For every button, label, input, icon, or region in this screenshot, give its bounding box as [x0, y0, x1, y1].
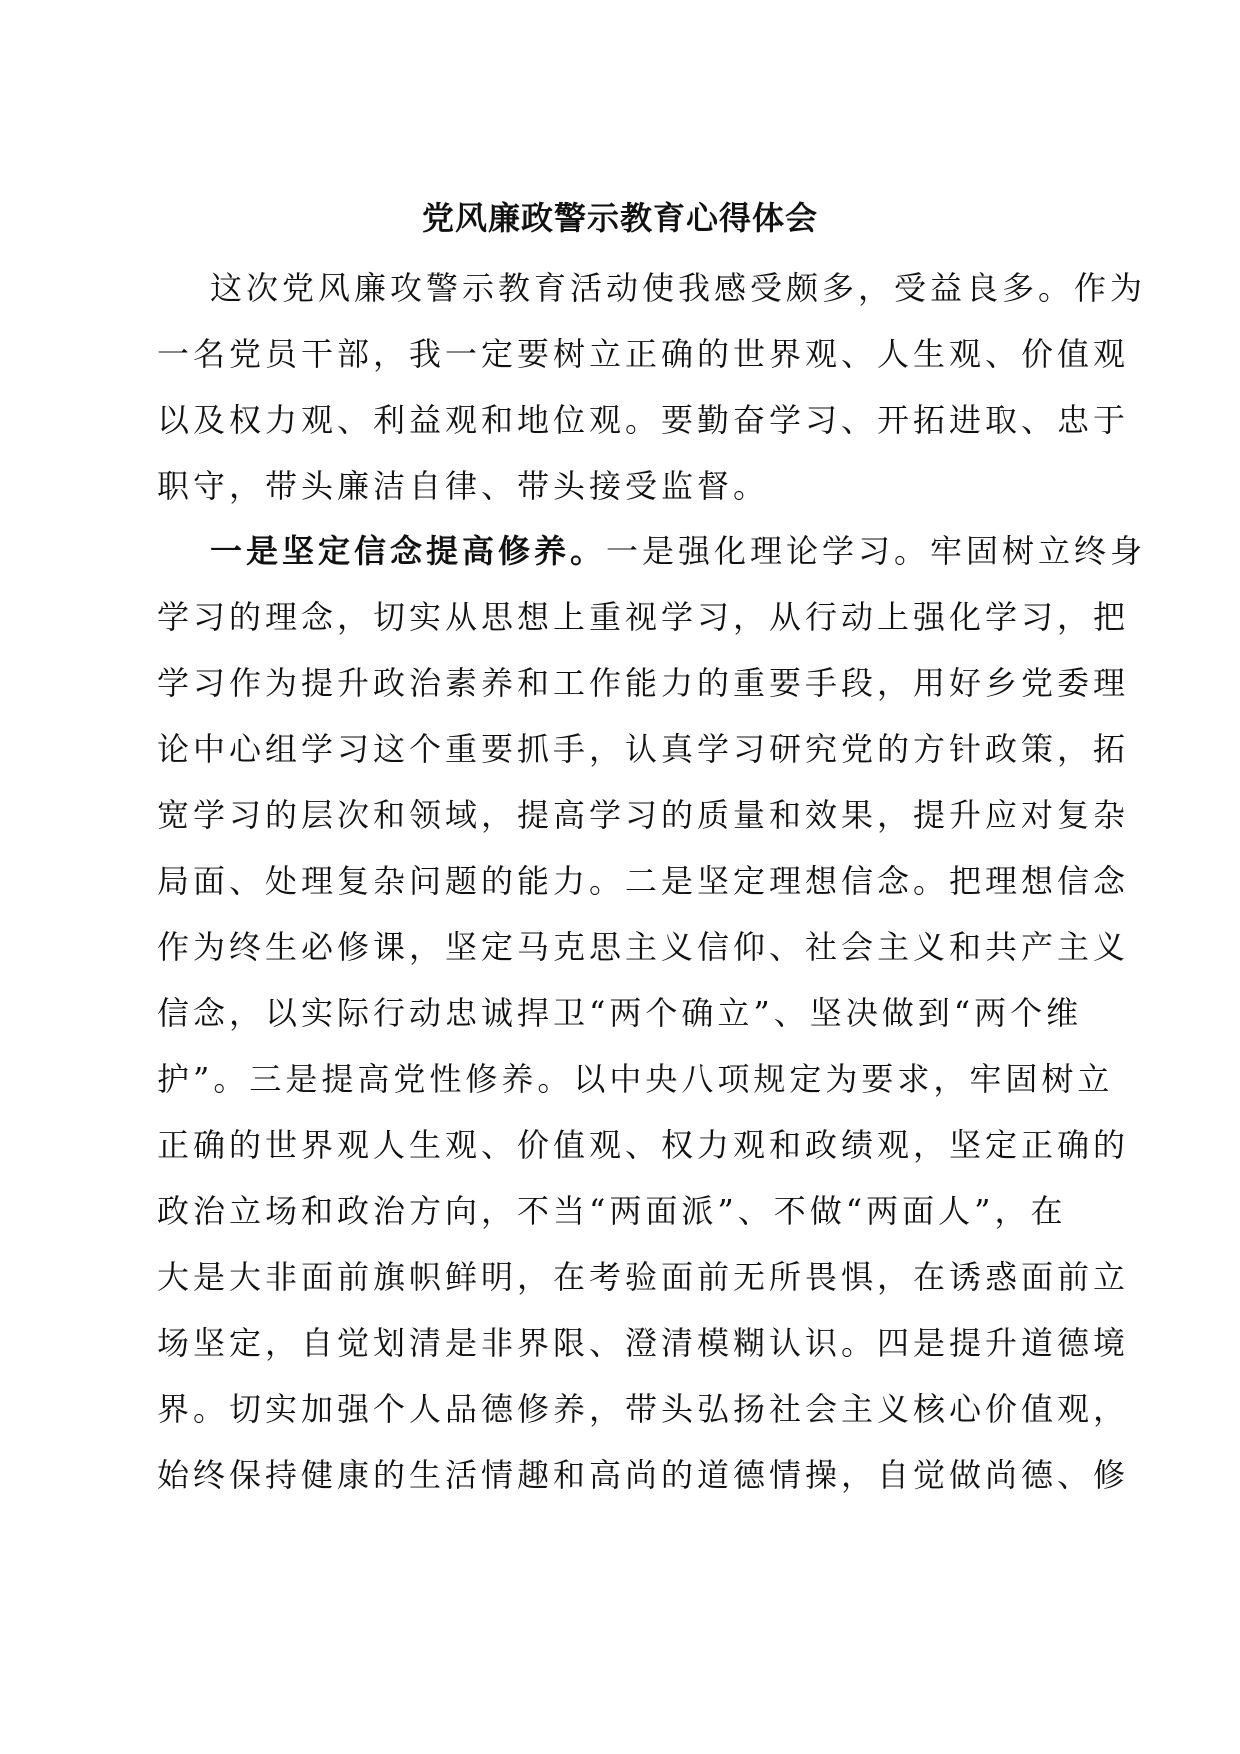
paragraph-line: 一名党员干部，我一定要树立正确的世界观、人生观、价值观: [157, 335, 1130, 373]
paragraph-line: 学习的理念，切实从思想上重视学习，从行动上强化学习，把: [157, 598, 1130, 636]
paragraph-line: 场坚定，自觉划清是非界限、澄清模糊认识。四是提升道德境: [157, 1324, 1130, 1362]
paragraph-intro: [157, 255, 1147, 519]
paragraph-line: 局面、处理复杂问题的能力。二是坚定理想信念。把理想信念: [157, 862, 1130, 900]
paragraph-line: 始终保持健康的生活情趣和高尚的道德情操，自觉做尚德、修: [157, 1456, 1130, 1494]
paragraph-line: 作为终生必修课，坚定马克思主义信仰、社会主义和共产主义: [157, 928, 1130, 966]
paragraph-line: 政治立场和政治方向，不当“两面派”、不做“两面人”，在: [157, 1192, 1067, 1230]
paragraph-line: 以及权力观、利益观和地位观。要勤奋学习、开拓进取、忠于: [157, 401, 1130, 439]
paragraph-line: 大是大非面前旗帜鲜明，在考验面前无所畏惧，在诱惑面前立: [157, 1258, 1130, 1296]
document-title: 党风廉政警示教育心得体会: [421, 199, 818, 237]
paragraph-line: 界。切实加强个人品德修养，带头弘扬社会主义核心价值观，: [157, 1390, 1130, 1428]
paragraph-line: 信念，以实际行动忠诚捍卫“两个确立”、坚决做到“两个维: [157, 994, 1083, 1032]
paragraph-first-line: [157, 518, 1147, 584]
paragraph-line-rest: 一是强化理论学习。牢固树立终身: [606, 532, 1147, 570]
paragraph-line: 护”。三是提高党性修养。以中央八项规定为要求，牢固树立: [157, 1060, 1114, 1098]
paragraph-line: 正确的世界观人生观、价值观、权力观和政绩观，坚定正确的: [157, 1126, 1130, 1164]
paragraph-line: 职守，带头廉洁自律、带头接受监督。: [157, 467, 770, 505]
paragraph-line: 这次党风廉攻警示教育活动使我感受颇多，受益良多。作为: [210, 269, 1147, 307]
paragraph-line: 宽学习的层次和领域，提高学习的质量和效果，提升应对复杂: [157, 796, 1130, 834]
paragraph-line: 学习作为提升政治素养和工作能力的重要手段，用好乡党委理: [157, 664, 1130, 702]
paragraph-beliefs: [157, 518, 1147, 1508]
section-heading: 一是坚定信念提高修养。: [210, 532, 607, 570]
paragraph-line: 论中心组学习这个重要抓手，认真学习研究党的方针政策，拓: [157, 730, 1130, 768]
